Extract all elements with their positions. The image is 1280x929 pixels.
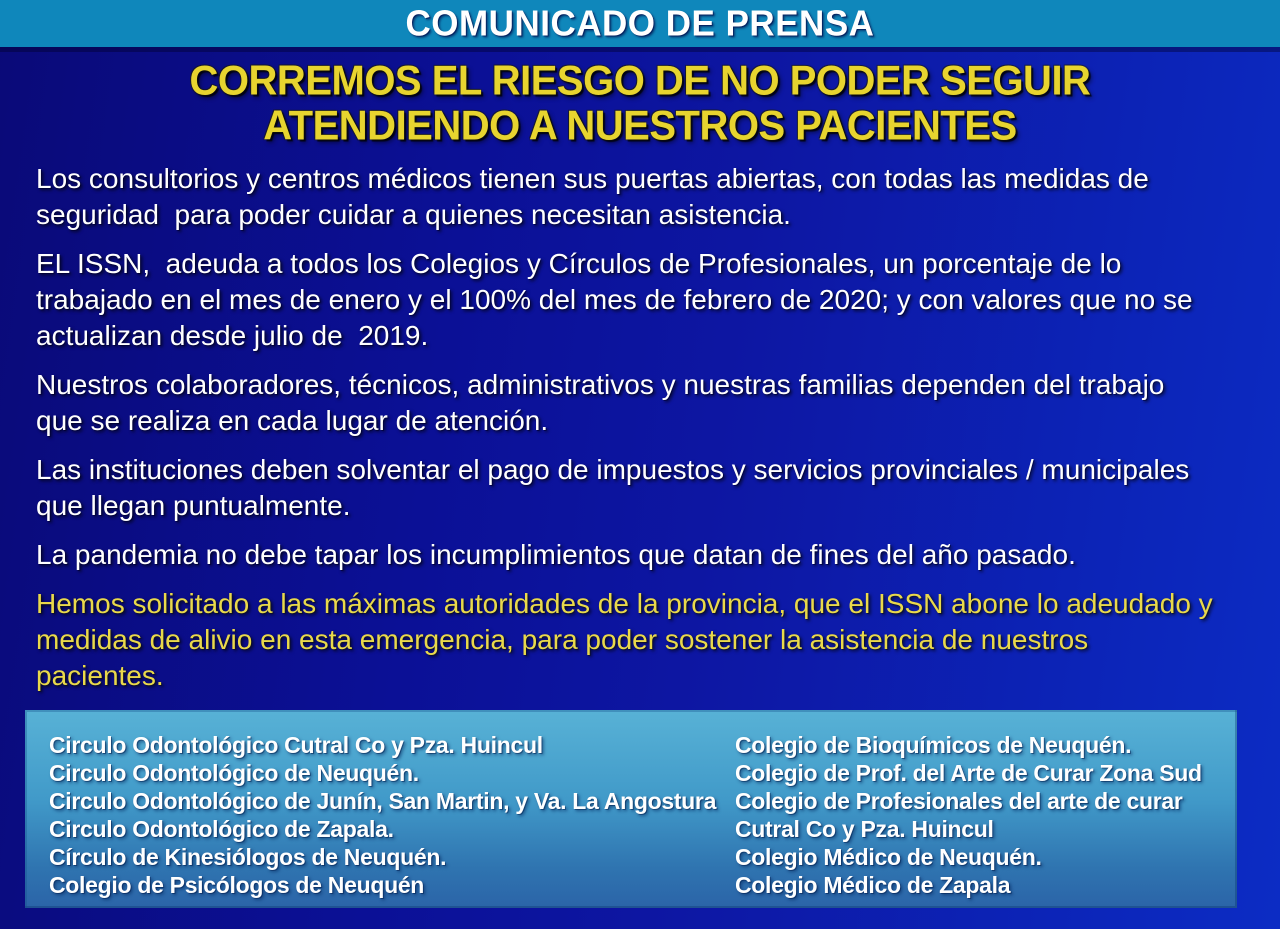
- press-body: [0, 161, 1280, 694]
- press-paragraph-pandemia: La pandemia no debe tapar los incumplimientos que datan de fines del año pasado.: [36, 539, 1076, 570]
- header-title: COMUNICADO DE PRENSA: [405, 2, 875, 44]
- signatory-organization: Círculo de Kinesiólogos de Neuquén.: [49, 844, 447, 870]
- press-paragraph-consultorios: Los consultorios y centros médicos tienen sus puertas abiertas, con todas las medidas de seguridad para poder cuidar a quienes necesitan asistencia.: [36, 163, 1157, 230]
- press-paragraph-issn-deuda: EL ISSN, adeuda a todos los Colegios y Círculos de Profesionales, un porcentaje de lo trabajado en el mes de enero y el 100% del mes de febrero de 2020; y con valores que no se actualizan desde julio de 2019.: [36, 248, 1201, 351]
- press-paragraph-instituciones: Las instituciones deben solventar el pago de impuestos y servicios provinciales / municipales que llegan puntualmente.: [36, 454, 1198, 521]
- signatory-organization: Circulo Odontológico de Junín, San Martin, y Va. La Angostura: [49, 788, 717, 814]
- signatory-organization: Colegio Médico de Zapala: [735, 872, 1011, 898]
- headline-line-1: CORREMOS EL RIESGO DE NO PODER SEGUIR: [189, 57, 1091, 105]
- signatory-organization: Circulo Odontológico de Zapala.: [49, 816, 394, 842]
- headline: [0, 59, 1280, 149]
- press-paragraph-colaboradores: Nuestros colaboradores, técnicos, administrativos y nuestras familias dependen del trabajo que se realiza en cada lugar de atención.: [36, 369, 1173, 436]
- signatory-organization: Colegio de Prof. del Arte de Curar Zona Sud: [735, 760, 1202, 786]
- signatory-organization: Cutral Co y Pza. Huincul: [735, 816, 994, 842]
- press-paragraph-solicitud: Hemos solicitado a las máximas autoridades de la provincia, que el ISSN abone lo adeudado y medidas de alivio en esta emergencia, para poder sostener la asistencia de nuestros pacientes.: [36, 588, 1221, 691]
- signatory-organization: Colegio de Psicólogos de Neuquén: [49, 872, 425, 898]
- signatory-organization: Circulo Odontológico Cutral Co y Pza. Huincul: [49, 732, 543, 758]
- header-divider: [0, 47, 1280, 52]
- signatory-organization: Circulo Odontológico de Neuquén.: [49, 760, 419, 786]
- signatory-organization: Colegio de Bioquímicos de Neuquén.: [735, 732, 1132, 758]
- signatory-organization: Colegio de Profesionales del arte de curar: [735, 788, 1183, 814]
- signatories-column-left: [49, 731, 735, 908]
- signatories-box: [25, 710, 1237, 908]
- signatory-organization: Colegio Médico de Neuquén.: [735, 844, 1042, 870]
- headline-line-2: ATENDIENDO A NUESTROS PACIENTES: [263, 102, 1017, 150]
- signatories-column-right: [735, 731, 1227, 908]
- header-bar: [0, 0, 1280, 47]
